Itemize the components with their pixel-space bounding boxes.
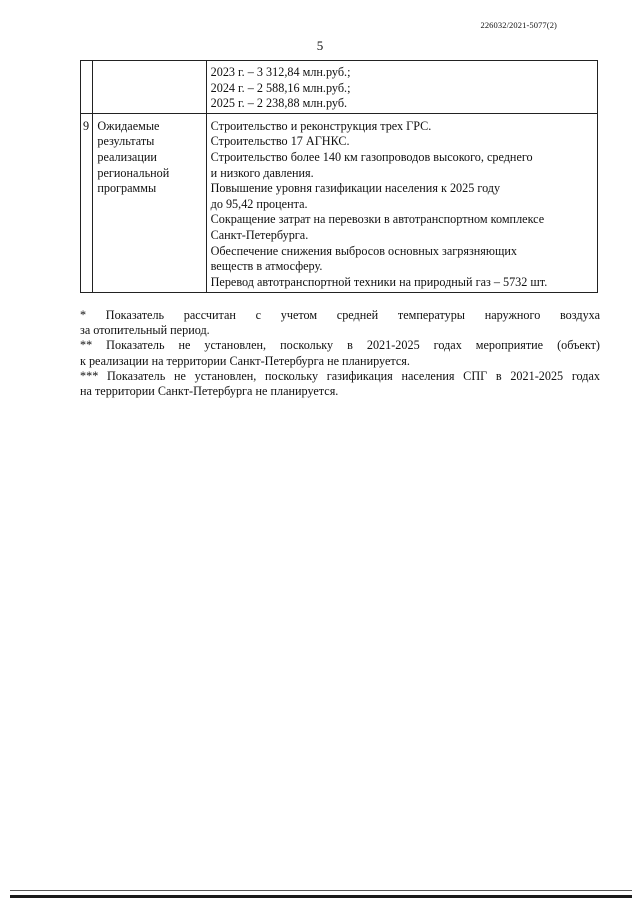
footnote-text: на территории Санкт-Петербурга не планируется. <box>80 384 339 399</box>
row-number-cell: 9 <box>81 113 93 293</box>
financing-line-2025: 2025 г. – 2 238,88 млн.руб. <box>210 96 348 111</box>
footnotes <box>80 308 600 399</box>
row-name-line: реализации <box>97 149 157 164</box>
result-line: Обеспечение снижения выбросов основных загрязняющих <box>210 243 518 258</box>
row-name-line: результаты <box>97 134 155 149</box>
result-line: Перевод автотранспортной техники на природный газ – 5732 шт. <box>210 274 548 289</box>
result-line: Сокращение затрат на перевозки в автотранспортном комплексе <box>210 212 545 227</box>
footnote-2 <box>80 338 600 368</box>
row-value-cell <box>206 113 597 293</box>
program-passport-table <box>80 60 598 293</box>
footnote-text: к реализации на территории Санкт-Петербурга не планируется. <box>80 353 410 368</box>
footnote-3 <box>80 369 600 399</box>
table-row-financing-continuation <box>81 61 598 114</box>
footnote-text: за отопительный период. <box>80 323 210 338</box>
result-line: до 95,42 процента. <box>210 196 308 211</box>
row-name-line: Ожидаемые <box>97 118 160 133</box>
row-name-cell <box>93 61 206 114</box>
result-line: Строительство более 140 км газопроводов высокого, среднего <box>210 149 533 164</box>
table-row-expected-results <box>81 113 598 293</box>
financing-line-2024: 2024 г. – 2 588,16 млн.руб.; <box>210 80 351 95</box>
row-name-line: программы <box>97 181 157 196</box>
scan-edge-line <box>10 890 632 891</box>
row-value-cell <box>206 61 597 114</box>
scan-edge-line <box>10 895 632 898</box>
financing-line-2023: 2023 г. – 3 312,84 млн.руб.; <box>210 65 351 79</box>
row-name-line: региональной <box>97 165 170 180</box>
result-line: веществ в атмосферу. <box>210 259 323 274</box>
result-line: Строительство и реконструкция трех ГРС. <box>210 118 432 133</box>
result-line: и низкого давления. <box>210 165 314 180</box>
footnote-text: *** Показатель не установлен, поскольку газификация населения СПГ в 2021-2025 годах <box>80 368 600 383</box>
result-line: Санкт-Петербурга. <box>210 227 309 242</box>
document-number: 226032/2021-5077(2) <box>480 20 557 30</box>
footnote-1 <box>80 308 600 338</box>
result-line: Строительство 17 АГНКС. <box>210 134 350 149</box>
footnote-text: ** Показатель не установлен, поскольку в 2021-2025 годах мероприятие (объект) <box>80 338 600 353</box>
page-number: 5 <box>316 38 324 53</box>
row-number-cell <box>81 61 93 114</box>
row-name-cell <box>93 113 206 293</box>
footnote-text: * Показатель рассчитан с учетом средней температуры наружного воздуха <box>80 308 600 322</box>
result-line: Повышение уровня газификации населения к 2025 году <box>210 181 501 196</box>
